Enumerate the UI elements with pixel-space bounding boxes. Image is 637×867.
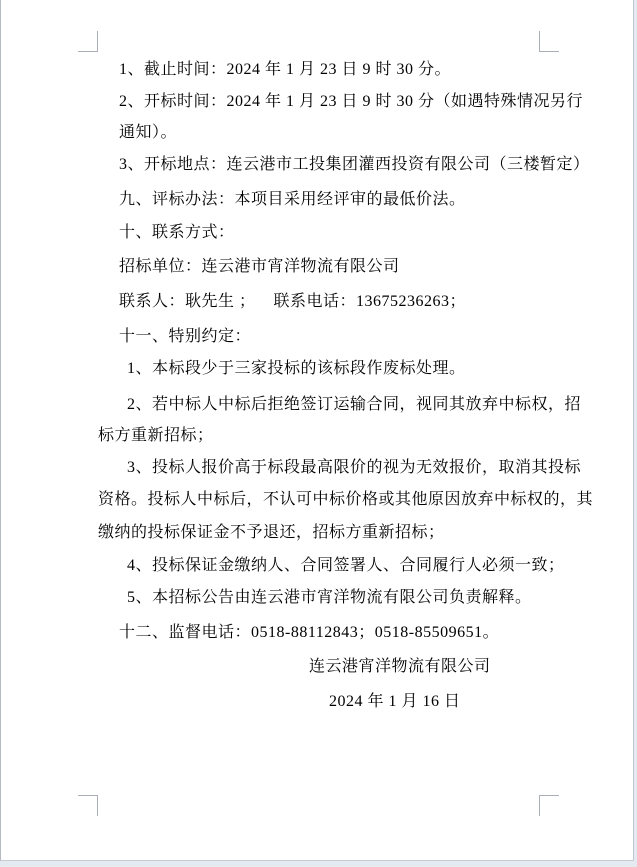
doc-line-term-3-wrap-2: 缴纳的投标保证金不予退还，招标方重新招标； [98, 524, 445, 541]
crop-mark-top-left [78, 31, 98, 52]
doc-line-term-3: 3、投标人报价高于标段最高限价的视为无效报价，取消其投标 [127, 459, 582, 476]
doc-line-contact-person: 联系人：耿先生 ； 联系电话：13675236263； [119, 293, 467, 310]
doc-line-term-2-wrap: 标方重新招标； [98, 427, 214, 444]
doc-line-contact-heading: 十、联系方式： [119, 224, 235, 241]
crop-mark-top-right [539, 31, 559, 52]
doc-line-supervision-phone: 十二、监督电话：0518-88112843；0518-85509651。 [119, 624, 500, 641]
doc-line-term-4: 4、投标保证金缴纳人、合同签署人、合同履行人必须一致； [127, 557, 565, 574]
doc-line-term-5: 5、本招标公告由连云港市宵洋物流有限公司负责解释。 [127, 589, 532, 606]
doc-line-opening-place: 3、开标地点：连云港市工投集团灌西投资有限公司（三楼暂定） [119, 156, 590, 173]
doc-line-tender-unit: 招标单位：连云港市宵洋物流有限公司 [119, 258, 400, 275]
signature-date-line: 2024 年 1 月 16 日 [329, 693, 461, 710]
doc-line-term-3-wrap-1: 资格。投标人中标后，不认可中标价格或其他原因放弃中标权的，其 [98, 491, 594, 508]
crop-mark-bottom-right [539, 795, 559, 816]
doc-line-opening-time-wrap: 通知）。 [119, 124, 178, 141]
signature-company-line: 连云港宵洋物流有限公司 [309, 658, 491, 675]
doc-line-evaluation-method: 九、评标办法：本项目采用经评审的最低价法。 [119, 191, 466, 208]
doc-line-term-1: 1、本标段少于三家投标的该标段作废标处理。 [127, 360, 466, 377]
doc-line-deadline-time: 1、截止时间：2024 年 1 月 23 日 9 时 30 分。 [119, 61, 452, 78]
crop-mark-bottom-left [78, 795, 98, 816]
doc-line-term-2: 2、若中标人中标后拒绝签订运输合同，视同其放弃中标权，招 [127, 396, 582, 413]
doc-line-opening-time: 2、开标时间：2024 年 1 月 23 日 9 时 30 分（如遇特殊情况另行 [119, 93, 584, 110]
doc-line-special-terms: 十一、特别约定： [119, 328, 252, 345]
